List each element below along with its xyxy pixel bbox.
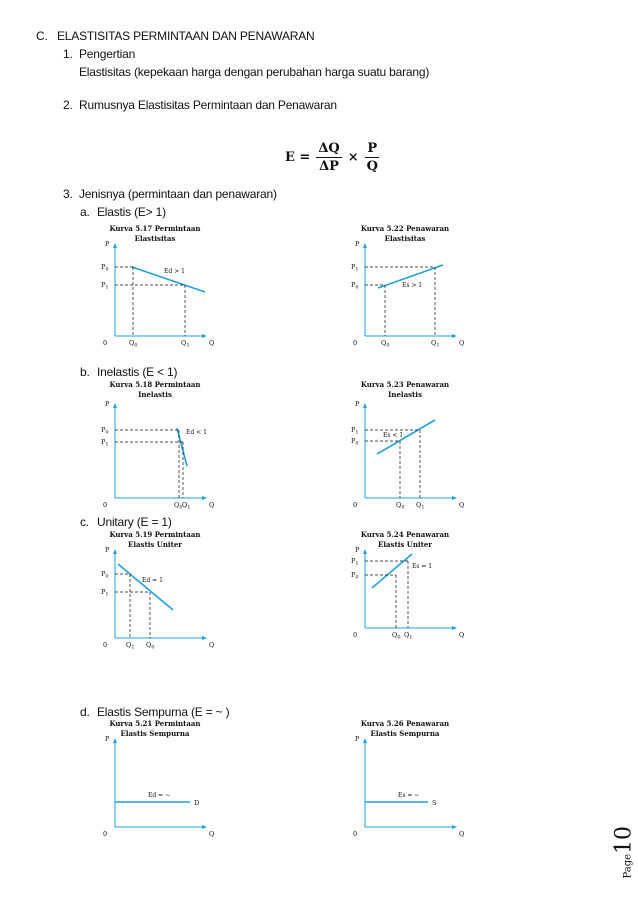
chart-title-line2: Inelastis [138, 390, 172, 399]
x-axis-arrow [202, 636, 207, 640]
curve-label: Es > 1 [402, 282, 423, 289]
y-axis-label: P [105, 240, 110, 248]
x-tick-label: $Q_1$ [181, 339, 190, 349]
y-axis-arrow [363, 549, 367, 554]
y-tick-label: $P_1$ [351, 426, 359, 436]
x-axis-arrow [452, 825, 457, 829]
item1-title: Pengertian [79, 47, 136, 61]
curve-label: Ed > 1 [164, 268, 185, 275]
x-axis-label: Q [459, 501, 465, 509]
item3-title: Jenisnya (permintaan dan penawaran) [79, 187, 277, 201]
origin-label: 0 [103, 339, 108, 347]
chart-5-18-demand-inelastic [90, 378, 220, 510]
chart-title-line1: Kurva 5.22 Penawaran [360, 224, 450, 233]
page-number [611, 818, 637, 879]
chart-title-line2: Elastis Sempurna [370, 729, 440, 738]
chart-5-23-supply-inelastic [340, 378, 470, 510]
item3-number: 3. [63, 187, 73, 201]
sub-d-letter: d. [80, 705, 90, 719]
chart-title-line2: Elastisitas [384, 234, 426, 243]
y-axis-arrow [363, 738, 367, 743]
item1-number: 1. [63, 47, 73, 61]
y-tick-label: $P_1$ [351, 263, 359, 273]
elasticity-formula [285, 141, 380, 174]
y-tick-label: $P_1$ [101, 438, 109, 448]
x-axis-label: Q [209, 339, 215, 347]
x-tick-label: $Q_0$ [129, 339, 138, 349]
x-axis-arrow [452, 626, 457, 630]
y-tick-label: $P_0$ [101, 263, 109, 273]
item1-body: Elastisitas (kepekaan harga dengan perubahan harga suatu barang) [79, 65, 430, 79]
item2-title: Rumusnya Elastisitas Permintaan dan Penawaran [79, 98, 337, 112]
chart-5-19-demand-unitary [90, 528, 220, 656]
sub-a-letter: a. [80, 205, 90, 219]
x-axis-arrow [452, 496, 457, 500]
y-tick-label: $P_0$ [101, 426, 109, 436]
x-axis-arrow [202, 496, 207, 500]
formula-denominator-dp: ΔP [319, 159, 339, 174]
y-tick-label: $P_0$ [351, 281, 359, 291]
chart-title-line2: Elastis Uniter [378, 540, 432, 549]
x-tick-label: $Q_0$ [392, 631, 401, 641]
x-axis-label: Q [459, 830, 465, 838]
y-tick-label: $P_0$ [351, 437, 359, 447]
formula-numerator-p: P [367, 141, 378, 156]
x-axis-label: Q [209, 830, 215, 838]
x-tick-label: $Q_1$ [126, 641, 135, 651]
x-tick-label: $Q_0$ [146, 641, 155, 651]
x-axis-label: Q [459, 339, 465, 347]
sub-d-label: Elastis Sempurna (E = ~ ) [97, 705, 230, 719]
formula-denominator-q: Q [366, 159, 378, 174]
curve-line [372, 554, 412, 588]
origin-label: 0 [353, 830, 358, 838]
chart-title-line2: Elastisitas [134, 234, 176, 243]
curve-line [118, 564, 173, 610]
sub-b-label: Inelastis (E < 1) [97, 365, 178, 379]
origin-label: 0 [353, 501, 358, 509]
chart-5-21-demand-perfectly-elastic [90, 717, 220, 845]
x-tick-label: $Q_1$ [431, 339, 440, 349]
origin-label: 0 [103, 830, 108, 838]
y-axis-arrow [113, 549, 117, 554]
curve-label: Es = ~ [398, 792, 420, 799]
curve-end-label: D [194, 799, 200, 807]
y-axis-label: P [355, 546, 360, 554]
y-tick-label: $P_1$ [351, 557, 359, 567]
x-axis-arrow [202, 334, 207, 338]
chart-5-22-supply-elastic [340, 222, 470, 350]
y-axis-arrow [113, 243, 117, 248]
y-axis-arrow [363, 403, 367, 408]
page-number-value: 10 [611, 825, 637, 854]
chart-title-line1: Kurva 5.24 Penawaran [360, 530, 450, 539]
chart-title-line2: Elastis Sempurna [120, 729, 190, 738]
sub-a-label: Elastis (E> 1) [97, 205, 166, 219]
x-tick-label: $Q_0$ [174, 501, 183, 510]
chart-5-17-demand-elastic [90, 222, 220, 350]
x-tick-label: $Q_1$ [416, 501, 425, 510]
sub-c-label: Unitary (E = 1) [97, 515, 172, 529]
y-axis-label: P [105, 735, 110, 743]
origin-label: 0 [103, 641, 108, 649]
y-axis-label: P [355, 400, 360, 408]
origin-label: 0 [353, 339, 358, 347]
chart-title-line1: Kurva 5.23 Penawaran [360, 380, 450, 389]
formula-times: × [347, 150, 359, 165]
origin-label: 0 [103, 501, 108, 509]
y-axis-arrow [113, 403, 117, 408]
y-tick-label: $P_0$ [101, 570, 109, 580]
formula-fraction-pq [365, 141, 380, 174]
curve-label: Ed = 1 [142, 577, 163, 584]
chart-title-line1: Kurva 5.18 Permintaan [109, 380, 201, 389]
formula-fraction-delta [316, 141, 341, 174]
item2-number: 2. [63, 98, 73, 112]
curve-label: Es < 1 [383, 432, 404, 439]
chart-title-line1: Kurva 5.26 Penawaran [360, 719, 450, 728]
x-axis-arrow [202, 825, 207, 829]
y-axis-label: P [105, 546, 110, 554]
x-tick-label: $Q_0$ [381, 339, 390, 349]
chart-title-line2: Elastis Uniter [128, 540, 182, 549]
formula-lhs: E = [285, 150, 311, 165]
y-axis-arrow [113, 738, 117, 743]
section-title: ELASTISITAS PERMINTAAN DAN PENAWARAN [57, 29, 315, 43]
x-tick-label: $Q_1$ [182, 501, 191, 510]
x-tick-label: $Q_1$ [404, 631, 413, 641]
y-axis-label: P [105, 400, 110, 408]
curve-label: Ed < 1 [186, 429, 207, 436]
page-word: Page [622, 853, 634, 879]
origin-label: 0 [353, 631, 358, 639]
curve-label: Ed = ~ [148, 792, 171, 799]
x-axis-label: Q [209, 501, 215, 509]
y-tick-label: $P_0$ [351, 571, 359, 581]
section-letter: C. [36, 29, 48, 43]
y-axis-label: P [355, 735, 360, 743]
chart-title-line2: Inelastis [388, 390, 422, 399]
y-tick-label: $P_1$ [101, 281, 109, 291]
x-axis-label: Q [209, 641, 215, 649]
x-axis-label: Q [459, 631, 465, 639]
formula-numerator-dq: ΔQ [318, 141, 340, 156]
sub-b-letter: b. [80, 365, 90, 379]
curve-label: Es = 1 [412, 563, 433, 570]
y-axis-label: P [355, 240, 360, 248]
x-tick-label: $Q_0$ [396, 501, 405, 510]
curve-end-label: S [432, 799, 437, 807]
chart-5-26-supply-perfectly-elastic [340, 717, 470, 845]
x-axis-arrow [452, 334, 457, 338]
chart-title-line1: Kurva 5.19 Permintaan [109, 530, 201, 539]
y-tick-label: $P_1$ [101, 588, 109, 598]
chart-title-line1: Kurva 5.21 Permintaan [109, 719, 201, 728]
y-axis-arrow [363, 243, 367, 248]
sub-c-letter: c. [80, 515, 89, 529]
chart-5-24-supply-unitary [340, 528, 470, 656]
chart-title-line1: Kurva 5.17 Permintaan [109, 224, 201, 233]
